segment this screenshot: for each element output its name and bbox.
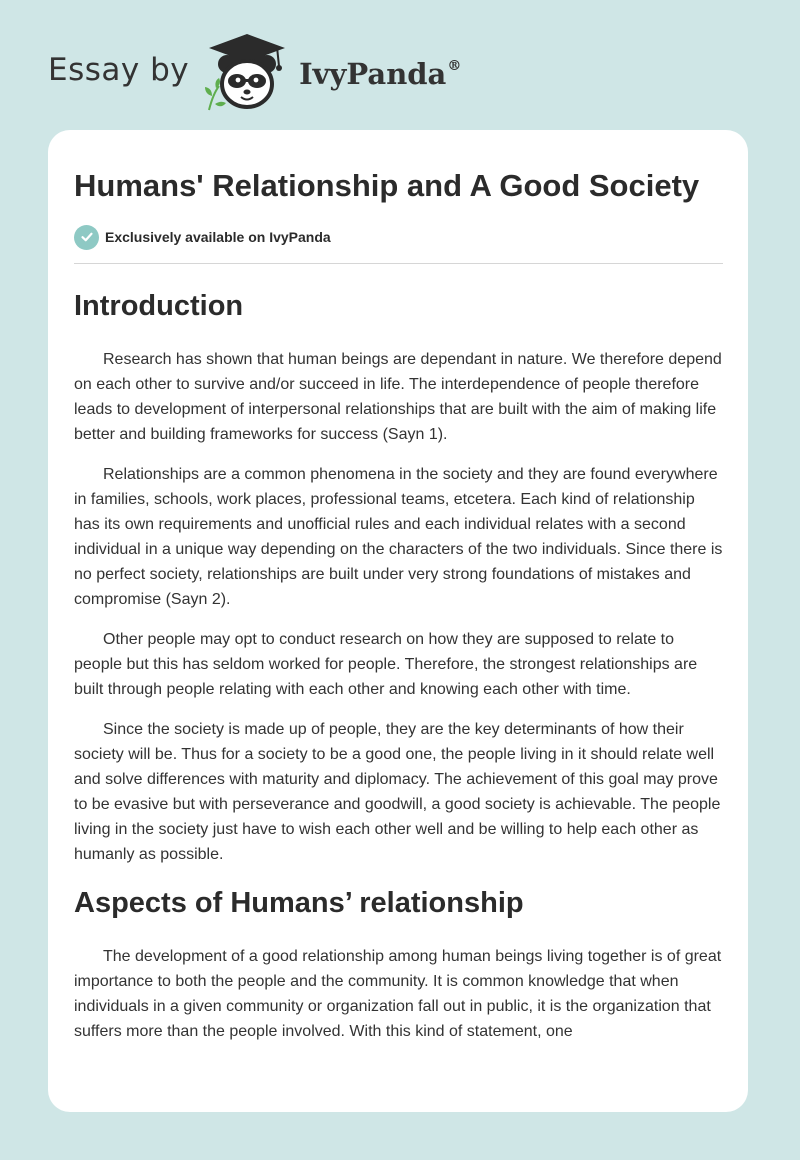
page-title: Humans' Relationship and A Good Society xyxy=(74,168,700,203)
paragraph: The development of a good relationship among human beings living together is of great importance to both the people and the community. It is common knowledge that when individuals in a given community or organization fall out in public, it is the organization that suffers more than the people involved. With this kind of statement, one xyxy=(74,948,722,1040)
essay-card xyxy=(48,130,748,1112)
check-circle-icon xyxy=(74,225,99,250)
paragraph: Since the society is made up of people, they are the key determinants of how their society will be. Thus for a society to be a good one, the people living in it should relate well and solve differences with maturity and diplomacy. The achievement of this goal may prove to be evasive but with perseverance and goodwill, a good society is achievable. The people living in the society just have to wish each other well and be willing to help each other as humanly as possible. xyxy=(74,721,721,863)
panda-graduate-logo-icon[interactable] xyxy=(203,32,291,112)
exclusive-badge xyxy=(74,224,723,250)
registered-mark: ® xyxy=(447,58,462,74)
paragraph: Relationships are a common phenomena in the society and they are found everywhere in families, schools, work places, professional teams, etcetera. Each kind of relationship has its own requirements and unofficial rules and each individual relates with a second individual in a unique way depending on the characters of the two individuals. Since there is no perfect society, relationships are built under very strong foundations of mistakes and compromise (Sayn 2). xyxy=(74,466,723,608)
divider xyxy=(74,263,723,264)
section-heading-aspects: Aspects of Humans’ relationship xyxy=(74,887,524,919)
essay-content xyxy=(74,164,723,1044)
site-header xyxy=(48,32,461,112)
essay-by-label: Essay by xyxy=(48,52,190,88)
paragraph: Research has shown that human beings are dependant in nature. We therefore depend on each other to survive and/or succeed in life. The interdependence of people therefore leads to development of interpersonal relationships that are built with the aim of making life better and building frameworks for success (Sayn 1). xyxy=(74,351,722,443)
paragraph: Other people may opt to conduct research on how they are supposed to relate to people but this has seldom worked for people. Therefore, the strongest relationships are built through people relating with each other and knowing each other with time. xyxy=(74,631,698,698)
section-heading-introduction: Introduction xyxy=(74,290,244,322)
brand-name[interactable]: IvyPanda® xyxy=(299,57,462,91)
exclusive-label: Exclusively available on IvyPanda xyxy=(105,229,331,245)
